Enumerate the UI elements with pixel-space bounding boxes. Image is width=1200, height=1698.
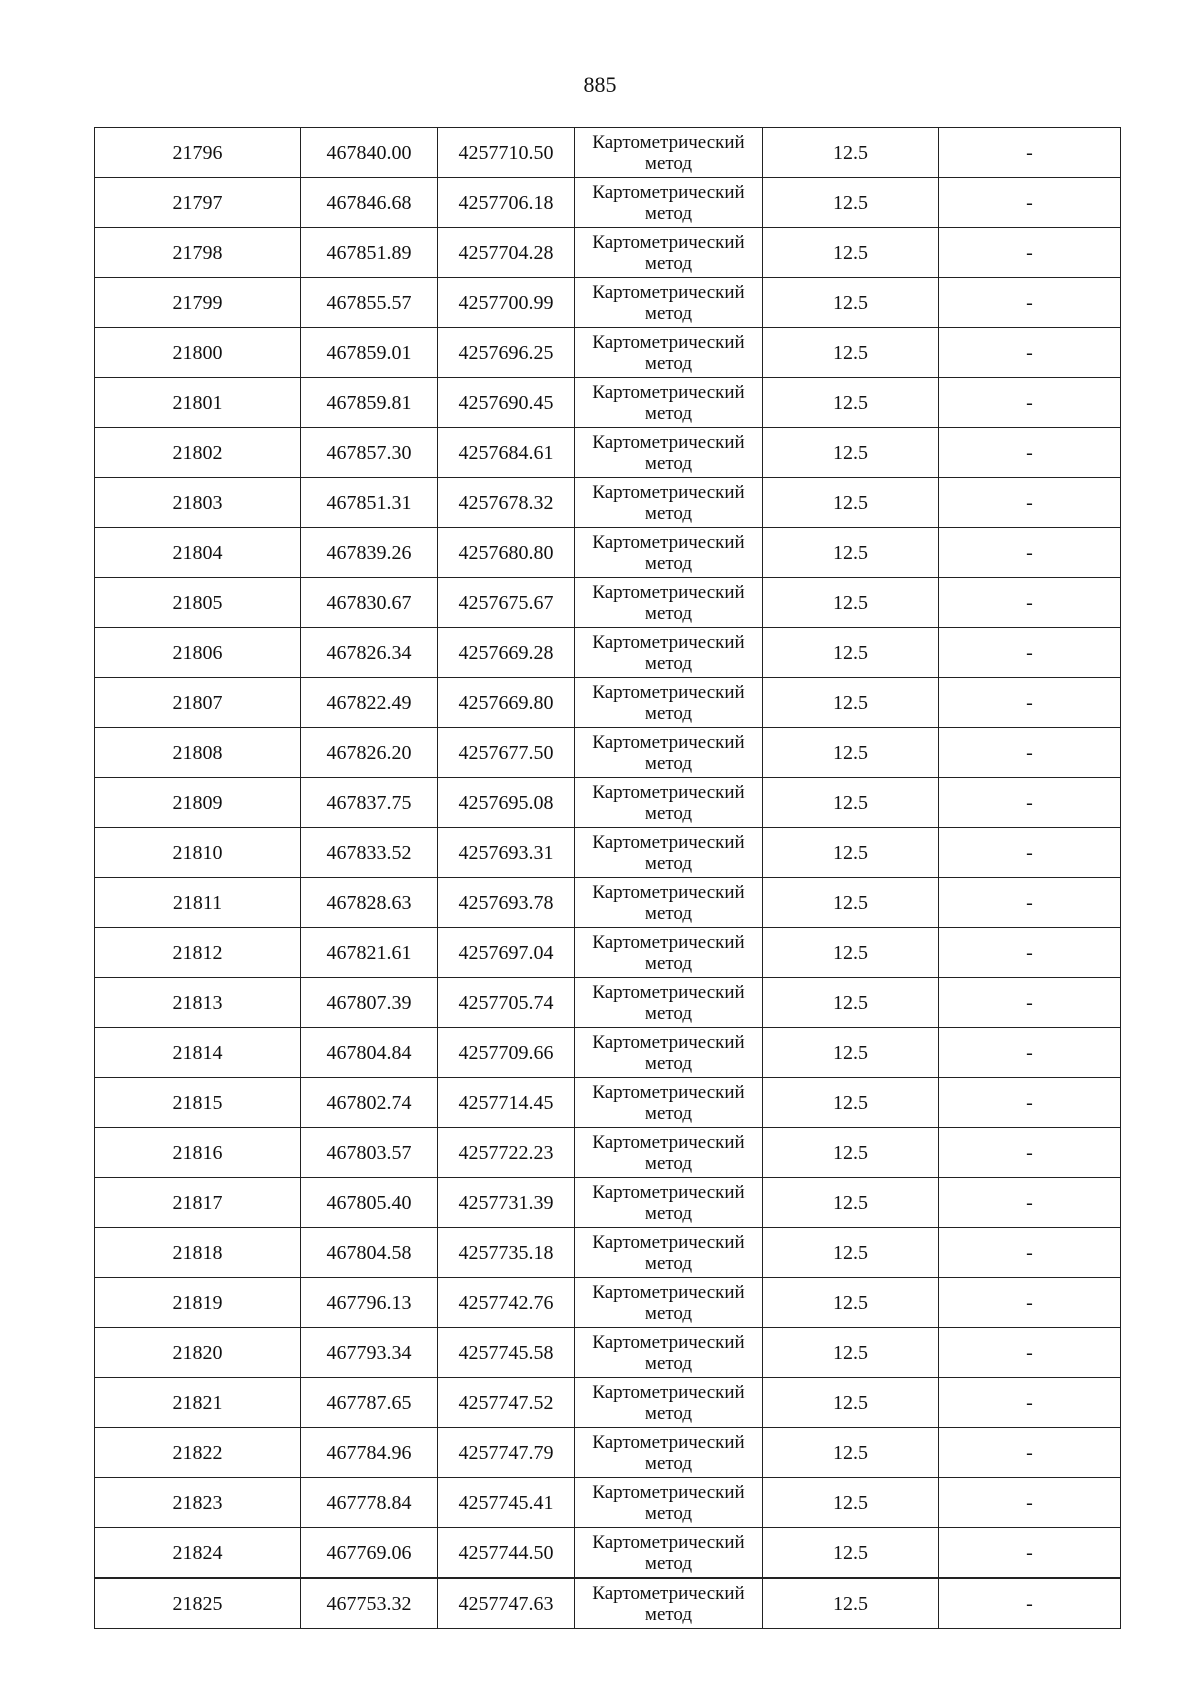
precision-cell: 12.5 (763, 628, 939, 678)
precision-cell: 12.5 (763, 178, 939, 228)
y-coordinate-cell: 4257690.45 (438, 378, 575, 428)
y-coordinate-cell: 4257697.04 (438, 928, 575, 978)
method-cell: Картометрический метод (575, 1178, 763, 1228)
x-coordinate-cell: 467784.96 (301, 1428, 438, 1478)
method-cell: Картометрический метод (575, 178, 763, 228)
point-number-cell: 21797 (95, 178, 301, 228)
precision-cell: 12.5 (763, 1328, 939, 1378)
y-coordinate-cell: 4257747.52 (438, 1378, 575, 1428)
table-row (95, 1478, 1121, 1528)
point-number-cell: 21803 (95, 478, 301, 528)
y-coordinate-cell: 4257714.45 (438, 1078, 575, 1128)
table-row (95, 1028, 1121, 1078)
note-cell: - (939, 1478, 1121, 1528)
x-coordinate-cell: 467753.32 (301, 1578, 438, 1629)
table-row (95, 1578, 1121, 1629)
note-cell: - (939, 728, 1121, 778)
point-number-cell: 21809 (95, 778, 301, 828)
y-coordinate-cell: 4257705.74 (438, 978, 575, 1028)
note-cell: - (939, 1428, 1121, 1478)
precision-cell: 12.5 (763, 1228, 939, 1278)
point-number-cell: 21802 (95, 428, 301, 478)
precision-cell: 12.5 (763, 978, 939, 1028)
page-number: 885 (583, 72, 617, 97)
y-coordinate-cell: 4257709.66 (438, 1028, 575, 1078)
note-cell: - (939, 478, 1121, 528)
x-coordinate-cell: 467830.67 (301, 578, 438, 628)
precision-cell: 12.5 (763, 1528, 939, 1579)
table-row (95, 428, 1121, 478)
note-cell: - (939, 428, 1121, 478)
method-cell: Картометрический метод (575, 1078, 763, 1128)
y-coordinate-cell: 4257700.99 (438, 278, 575, 328)
y-coordinate-cell: 4257677.50 (438, 728, 575, 778)
table-row (95, 1328, 1121, 1378)
precision-cell: 12.5 (763, 1378, 939, 1428)
x-coordinate-cell: 467859.01 (301, 328, 438, 378)
y-coordinate-cell: 4257706.18 (438, 178, 575, 228)
method-cell: Картометрический метод (575, 878, 763, 928)
point-number-cell: 21808 (95, 728, 301, 778)
point-number-cell: 21817 (95, 1178, 301, 1228)
x-coordinate-cell: 467796.13 (301, 1278, 438, 1328)
y-coordinate-cell: 4257695.08 (438, 778, 575, 828)
table-row (95, 928, 1121, 978)
y-coordinate-cell: 4257693.78 (438, 878, 575, 928)
point-number-cell: 21822 (95, 1428, 301, 1478)
note-cell: - (939, 1078, 1121, 1128)
method-cell: Картометрический метод (575, 728, 763, 778)
point-number-cell: 21800 (95, 328, 301, 378)
method-cell: Картометрический метод (575, 1578, 763, 1629)
y-coordinate-cell: 4257693.31 (438, 828, 575, 878)
method-cell: Картометрический метод (575, 778, 763, 828)
point-number-cell: 21820 (95, 1328, 301, 1378)
table-row (95, 1278, 1121, 1328)
note-cell: - (939, 528, 1121, 578)
method-cell: Картометрический метод (575, 828, 763, 878)
x-coordinate-cell: 467778.84 (301, 1478, 438, 1528)
y-coordinate-cell: 4257745.58 (438, 1328, 575, 1378)
coordinates-table-body (95, 128, 1121, 1629)
method-cell: Картометрический метод (575, 1378, 763, 1428)
precision-cell: 12.5 (763, 428, 939, 478)
x-coordinate-cell: 467807.39 (301, 978, 438, 1028)
method-cell: Картометрический метод (575, 278, 763, 328)
table-row (95, 278, 1121, 328)
precision-cell: 12.5 (763, 678, 939, 728)
method-cell: Картометрический метод (575, 1128, 763, 1178)
x-coordinate-cell: 467804.84 (301, 1028, 438, 1078)
x-coordinate-cell: 467851.89 (301, 228, 438, 278)
note-cell: - (939, 1328, 1121, 1378)
x-coordinate-cell: 467855.57 (301, 278, 438, 328)
y-coordinate-cell: 4257696.25 (438, 328, 575, 378)
point-number-cell: 21807 (95, 678, 301, 728)
precision-cell: 12.5 (763, 928, 939, 978)
note-cell: - (939, 928, 1121, 978)
table-row (95, 1428, 1121, 1478)
precision-cell: 12.5 (763, 778, 939, 828)
x-coordinate-cell: 467821.61 (301, 928, 438, 978)
precision-cell: 12.5 (763, 478, 939, 528)
point-number-cell: 21819 (95, 1278, 301, 1328)
method-cell: Картометрический метод (575, 978, 763, 1028)
table-row (95, 228, 1121, 278)
point-number-cell: 21811 (95, 878, 301, 928)
y-coordinate-cell: 4257747.79 (438, 1428, 575, 1478)
table-row (95, 478, 1121, 528)
note-cell: - (939, 1178, 1121, 1228)
point-number-cell: 21813 (95, 978, 301, 1028)
method-cell: Картометрический метод (575, 1328, 763, 1378)
precision-cell: 12.5 (763, 1478, 939, 1528)
x-coordinate-cell: 467828.63 (301, 878, 438, 928)
note-cell: - (939, 878, 1121, 928)
table-row (95, 828, 1121, 878)
table-row (95, 178, 1121, 228)
table-row (95, 1178, 1121, 1228)
precision-cell: 12.5 (763, 878, 939, 928)
method-cell: Картометрический метод (575, 678, 763, 728)
table-row (95, 1128, 1121, 1178)
point-number-cell: 21825 (95, 1578, 301, 1629)
note-cell: - (939, 578, 1121, 628)
x-coordinate-cell: 467826.20 (301, 728, 438, 778)
method-cell: Картометрический метод (575, 1528, 763, 1579)
method-cell: Картометрический метод (575, 328, 763, 378)
method-cell: Картометрический метод (575, 1228, 763, 1278)
point-number-cell: 21818 (95, 1228, 301, 1278)
method-cell: Картометрический метод (575, 528, 763, 578)
note-cell: - (939, 628, 1121, 678)
y-coordinate-cell: 4257745.41 (438, 1478, 575, 1528)
point-number-cell: 21806 (95, 628, 301, 678)
precision-cell: 12.5 (763, 228, 939, 278)
point-number-cell: 21824 (95, 1528, 301, 1579)
point-number-cell: 21804 (95, 528, 301, 578)
x-coordinate-cell: 467805.40 (301, 1178, 438, 1228)
point-number-cell: 21810 (95, 828, 301, 878)
note-cell: - (939, 678, 1121, 728)
method-cell: Картометрический метод (575, 428, 763, 478)
method-cell: Картометрический метод (575, 1278, 763, 1328)
note-cell: - (939, 1528, 1121, 1579)
precision-cell: 12.5 (763, 1428, 939, 1478)
table-row (95, 528, 1121, 578)
y-coordinate-cell: 4257731.39 (438, 1178, 575, 1228)
x-coordinate-cell: 467822.49 (301, 678, 438, 728)
method-cell: Картометрический метод (575, 378, 763, 428)
note-cell: - (939, 278, 1121, 328)
note-cell: - (939, 1278, 1121, 1328)
precision-cell: 12.5 (763, 528, 939, 578)
note-cell: - (939, 1028, 1121, 1078)
note-cell: - (939, 328, 1121, 378)
precision-cell: 12.5 (763, 578, 939, 628)
precision-cell: 12.5 (763, 278, 939, 328)
table-row (95, 978, 1121, 1028)
table-row (95, 378, 1121, 428)
note-cell: - (939, 378, 1121, 428)
point-number-cell: 21816 (95, 1128, 301, 1178)
precision-cell: 12.5 (763, 378, 939, 428)
precision-cell: 12.5 (763, 828, 939, 878)
point-number-cell: 21821 (95, 1378, 301, 1428)
x-coordinate-cell: 467802.74 (301, 1078, 438, 1128)
method-cell: Картометрический метод (575, 128, 763, 178)
table-row (95, 678, 1121, 728)
note-cell: - (939, 228, 1121, 278)
x-coordinate-cell: 467826.34 (301, 628, 438, 678)
point-number-cell: 21796 (95, 128, 301, 178)
method-cell: Картометрический метод (575, 228, 763, 278)
point-number-cell: 21815 (95, 1078, 301, 1128)
x-coordinate-cell: 467769.06 (301, 1528, 438, 1579)
method-cell: Картометрический метод (575, 1428, 763, 1478)
y-coordinate-cell: 4257669.80 (438, 678, 575, 728)
precision-cell: 12.5 (763, 128, 939, 178)
x-coordinate-cell: 467859.81 (301, 378, 438, 428)
note-cell: - (939, 1228, 1121, 1278)
precision-cell: 12.5 (763, 1128, 939, 1178)
y-coordinate-cell: 4257675.67 (438, 578, 575, 628)
x-coordinate-cell: 467851.31 (301, 478, 438, 528)
point-number-cell: 21799 (95, 278, 301, 328)
point-number-cell: 21823 (95, 1478, 301, 1528)
note-cell: - (939, 1378, 1121, 1428)
note-cell: - (939, 828, 1121, 878)
table-row (95, 1228, 1121, 1278)
table-row (95, 1078, 1121, 1128)
x-coordinate-cell: 467839.26 (301, 528, 438, 578)
x-coordinate-cell: 467840.00 (301, 128, 438, 178)
point-number-cell: 21805 (95, 578, 301, 628)
note-cell: - (939, 178, 1121, 228)
y-coordinate-cell: 4257678.32 (438, 478, 575, 528)
y-coordinate-cell: 4257747.63 (438, 1578, 575, 1629)
precision-cell: 12.5 (763, 1578, 939, 1629)
x-coordinate-cell: 467846.68 (301, 178, 438, 228)
table-row (95, 1378, 1121, 1428)
note-cell: - (939, 1128, 1121, 1178)
precision-cell: 12.5 (763, 1078, 939, 1128)
method-cell: Картометрический метод (575, 578, 763, 628)
table-row (95, 1528, 1121, 1579)
y-coordinate-cell: 4257684.61 (438, 428, 575, 478)
note-cell: - (939, 128, 1121, 178)
x-coordinate-cell: 467803.57 (301, 1128, 438, 1178)
method-cell: Картометрический метод (575, 1028, 763, 1078)
point-number-cell: 21801 (95, 378, 301, 428)
table-row (95, 878, 1121, 928)
x-coordinate-cell: 467793.34 (301, 1328, 438, 1378)
precision-cell: 12.5 (763, 328, 939, 378)
y-coordinate-cell: 4257710.50 (438, 128, 575, 178)
table-row (95, 728, 1121, 778)
x-coordinate-cell: 467837.75 (301, 778, 438, 828)
method-cell: Картометрический метод (575, 928, 763, 978)
table-row (95, 578, 1121, 628)
y-coordinate-cell: 4257722.23 (438, 1128, 575, 1178)
table-row (95, 328, 1121, 378)
point-number-cell: 21812 (95, 928, 301, 978)
precision-cell: 12.5 (763, 1278, 939, 1328)
method-cell: Картометрический метод (575, 478, 763, 528)
note-cell: - (939, 1578, 1121, 1629)
x-coordinate-cell: 467787.65 (301, 1378, 438, 1428)
x-coordinate-cell: 467833.52 (301, 828, 438, 878)
x-coordinate-cell: 467857.30 (301, 428, 438, 478)
note-cell: - (939, 978, 1121, 1028)
precision-cell: 12.5 (763, 1178, 939, 1228)
x-coordinate-cell: 467804.58 (301, 1228, 438, 1278)
precision-cell: 12.5 (763, 1028, 939, 1078)
y-coordinate-cell: 4257680.80 (438, 528, 575, 578)
point-number-cell: 21814 (95, 1028, 301, 1078)
coordinates-table (94, 127, 1121, 1629)
table-row (95, 628, 1121, 678)
method-cell: Картометрический метод (575, 1478, 763, 1528)
y-coordinate-cell: 4257742.76 (438, 1278, 575, 1328)
point-number-cell: 21798 (95, 228, 301, 278)
y-coordinate-cell: 4257744.50 (438, 1528, 575, 1579)
y-coordinate-cell: 4257669.28 (438, 628, 575, 678)
y-coordinate-cell: 4257735.18 (438, 1228, 575, 1278)
method-cell: Картометрический метод (575, 628, 763, 678)
y-coordinate-cell: 4257704.28 (438, 228, 575, 278)
note-cell: - (939, 778, 1121, 828)
table-row (95, 778, 1121, 828)
table-row (95, 128, 1121, 178)
precision-cell: 12.5 (763, 728, 939, 778)
